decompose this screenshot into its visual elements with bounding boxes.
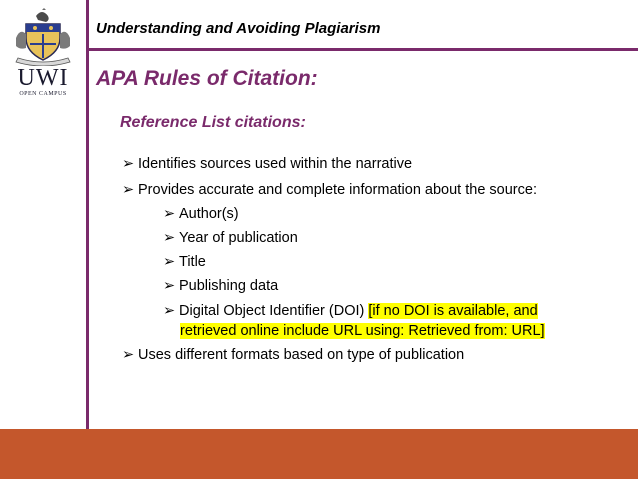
footer-bar (0, 429, 638, 479)
sub-bullet-item (163, 277, 278, 295)
sub-bullet-text: Author(s) (179, 206, 239, 222)
bullet-text: Identifies sources used within the narrative (138, 156, 413, 172)
section-subtitle: Reference List citations: (120, 114, 306, 131)
sub-bullet-item (163, 302, 538, 320)
topic-heading: Understanding and Avoiding Plagiarism (96, 20, 381, 37)
bullet-item (122, 181, 537, 199)
sub-bullet-item (163, 205, 239, 223)
sub-bullet-text: Publishing data (179, 278, 279, 294)
bullet-text: Uses different formats based on type of publication (138, 347, 465, 363)
header-divider (86, 48, 638, 51)
doi-note-highlight: [if no DOI is available, and (368, 303, 538, 319)
sub-bullet-item (163, 253, 206, 271)
bullet-arrow-icon: ➢ (163, 206, 176, 222)
slide-title: APA Rules of Citation: (96, 67, 318, 90)
vertical-divider (86, 0, 89, 429)
logo-wordmark: UWI (17, 65, 69, 91)
doi-note-continuation (180, 322, 545, 340)
bullet-arrow-icon: ➢ (122, 156, 135, 172)
bullet-arrow-icon: ➢ (122, 182, 135, 198)
sub-bullet-item (163, 229, 298, 247)
sub-bullet-text: Title (179, 254, 206, 270)
bullet-item (122, 346, 464, 364)
bullet-arrow-icon: ➢ (163, 303, 176, 319)
bullet-item (122, 155, 412, 173)
sub-bullet-text: Digital Object Identifier (DOI) (179, 303, 365, 319)
uwi-logo (8, 8, 78, 98)
bullet-arrow-icon: ➢ (163, 254, 176, 270)
crest-icon (8, 8, 78, 66)
bullet-arrow-icon: ➢ (122, 347, 135, 363)
bullet-arrow-icon: ➢ (163, 230, 176, 246)
bullet-text: Provides accurate and complete information about the source: (138, 182, 537, 198)
sub-bullet-text: Year of publication (179, 230, 298, 246)
bullet-arrow-icon: ➢ (163, 278, 176, 294)
logo-subtitle: OPEN CAMPUS (19, 91, 67, 97)
doi-note-highlight-line2: retrieved online include URL using: Retrieved from: URL] (180, 323, 545, 339)
